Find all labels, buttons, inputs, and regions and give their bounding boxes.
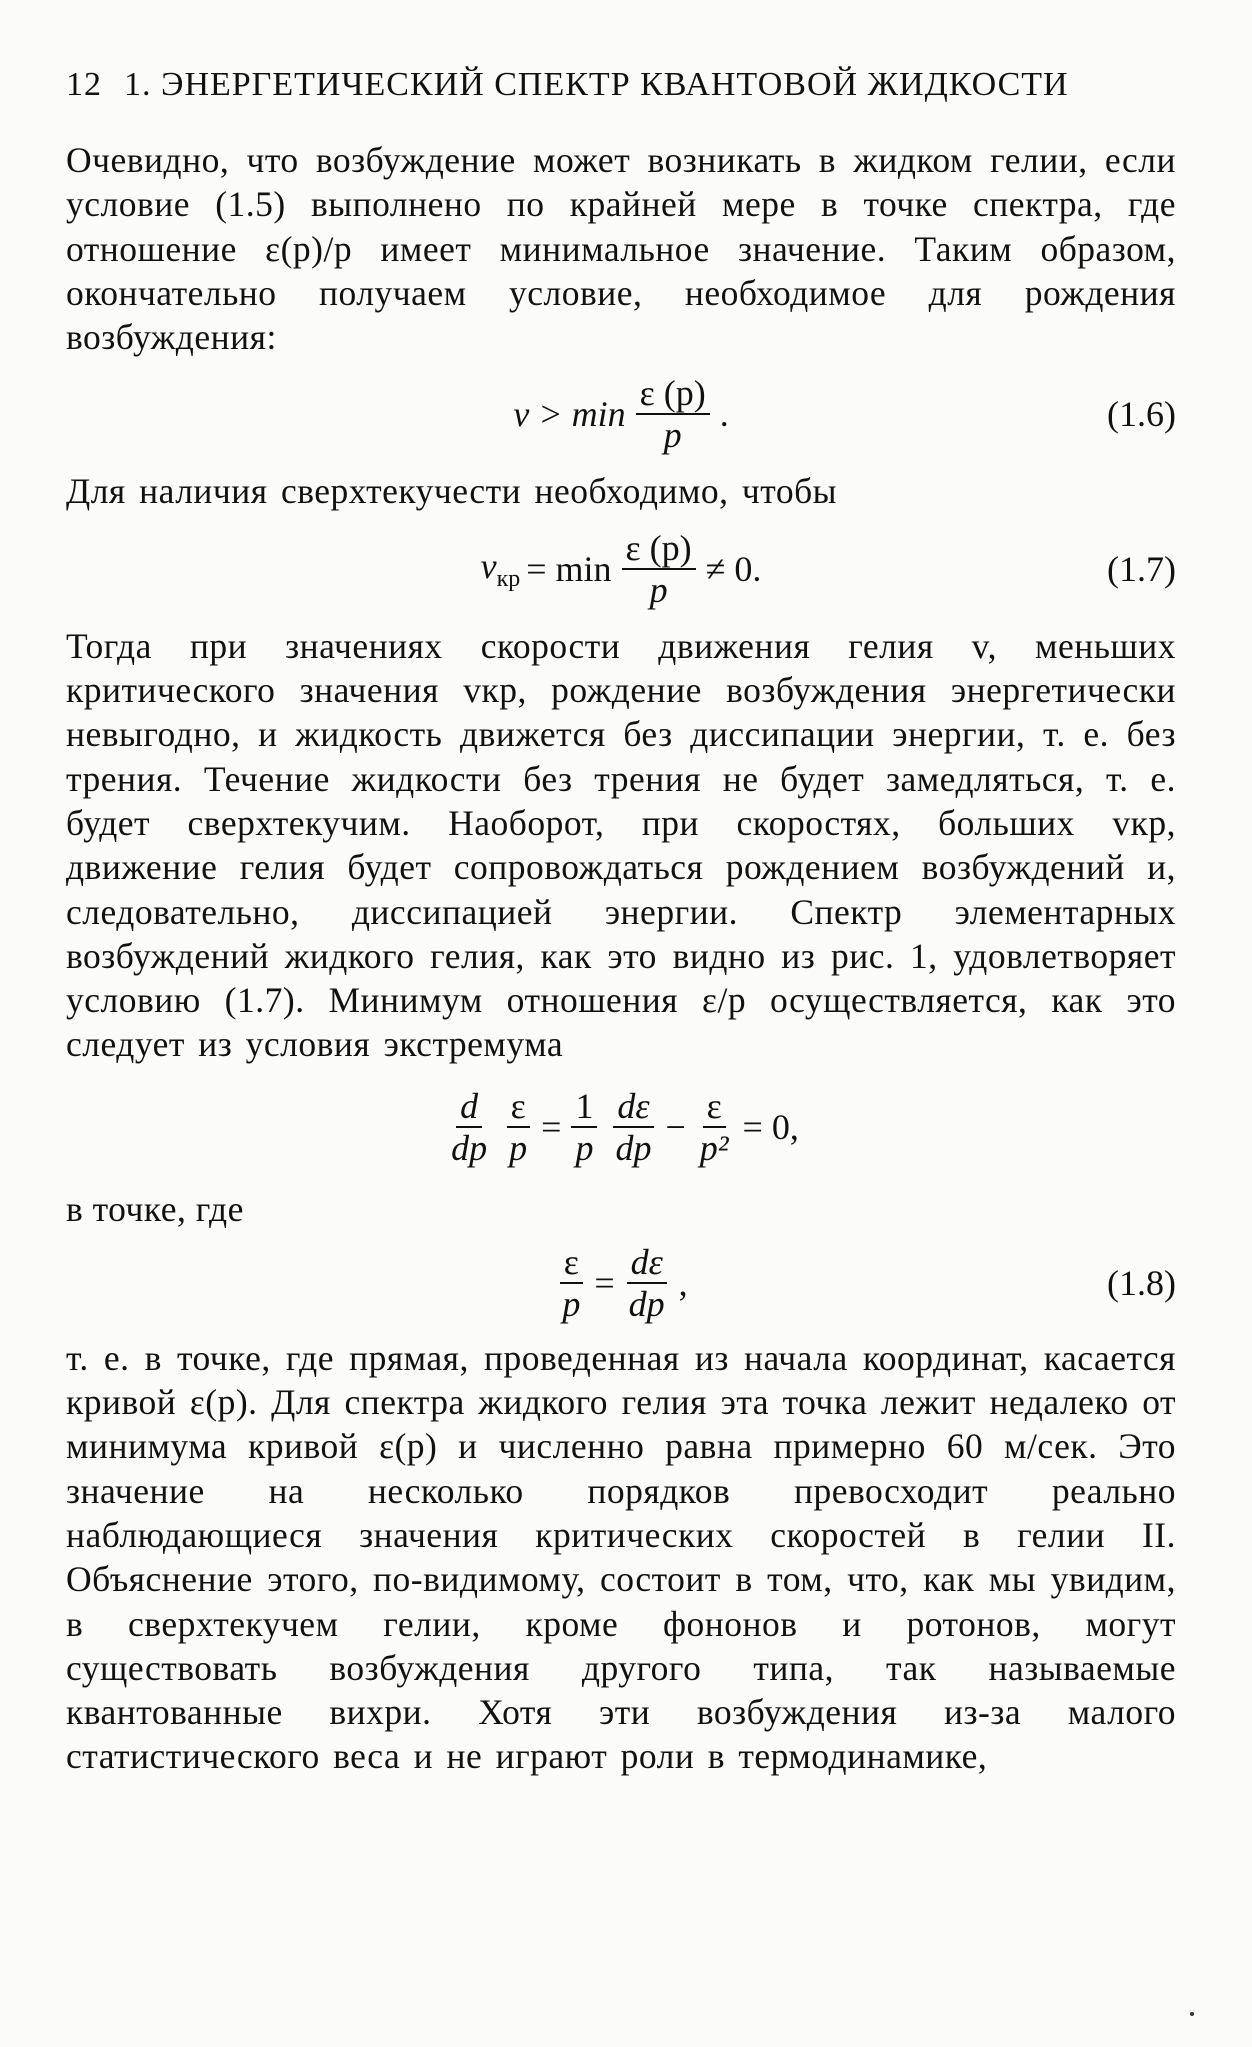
eq16-numerator: ε (p) [636,373,710,415]
eq18-frac-1 [558,1242,584,1324]
ext-frac-3 [571,1086,597,1168]
ext-frac-3-den: p [575,1127,594,1168]
page [66,50,1176,1779]
eq18-equals: = [594,1263,615,1304]
paragraph-3: Тогда при значениях скорости движения гелия v, меньших критического значения vкр, рождение возбуждения энергетически невыгодно, и жидкость движется без диссипации энергии, т. е. без трения. Течение жидкости без трения не будет замедляться, т. е. будет сверхтекучим. Наоборот, при скоростях, больших vкр, движение гелия будет сопровождаться рождением возбуждений и, следовательно, диссипацией энергии. Спектр элементарных возбуждений жидкого гелия, как это видно из рис. 1, удовлетворяет условию (1.7). Минимум отношения ε/p осуществляется, как это следует из условия экстремума [66,625,1176,1065]
ext-frac-5-den: p² [699,1127,729,1168]
equation-1-7 [66,514,1176,624]
ext-frac-2-den: p [509,1127,528,1168]
paragraph-1: Очевидно, что возбуждение может возникать в жидком гелии, если условие (1.5) выполнено по крайней мере в точке спектра, где отношение ε(p)/p имеет минимальное значение. Таким образом, окончательно получаем условие, необходимое для рождения возбуждения: [66,140,1176,358]
eq17-label: (1.7) [1107,548,1176,589]
eq17-tail: ≠ 0. [705,548,762,589]
paragraph-2: Для наличия сверхтекучести необходимо, чтобы [66,471,837,512]
eq17-denominator: p [649,569,668,610]
scan-speck [1190,2012,1194,2016]
eq17-fraction [622,528,696,610]
chapter-title: 1. ЭНЕРГЕТИЧЕСКИЙ СПЕКТР КВАНТОВОЙ ЖИДКОСТИ [124,66,1069,103]
ext-frac-1-num: d [456,1086,482,1128]
eq16-fraction [636,373,710,455]
ext-frac-4-num: dε [613,1086,653,1128]
ext-frac-2-num: ε [507,1086,530,1128]
eq16-tail: . [719,394,729,435]
equation-1-6 [66,359,1176,469]
eq18-frac-1-num: ε [560,1242,583,1284]
ext-minus: − [665,1106,686,1147]
eq17-numerator: ε (p) [622,528,696,570]
ext-frac-4-den: dp [615,1127,652,1168]
paragraph-5: т. е. в точке, где прямая, проведенная из начала координат, касается кривой ε(p). Для спектра жидкого гелия эта точка лежит недалеко от минимума кривой ε(p) и численно равна примерно 60 м/сек. Это значение на несколько порядков превосходит реально наблюдающиеся значения критических скоростей в гелии II. Объяснение этого, по-видимому, состоит в том, что, как мы увидим, в сверхтекучем гелии, кроме фононов и ротонов, могут существовать возбуждения другого типа, так называемые квантованные вихри. Хотя эти возбуждения из-за малого статистического веса и не играют роли в термодинамике, [66,1337,1176,1777]
equation-extremum [66,1067,1176,1187]
eq18-frac-2-num: dε [627,1242,667,1284]
ext-frac-1 [447,1086,491,1168]
eq18-frac-1-den: p [562,1284,581,1325]
eq16-denominator: p [663,415,682,456]
eq18-label: (1.8) [1107,1263,1176,1304]
equation-1-8 [66,1231,1176,1336]
paragraph-4: в точке, где [66,1188,244,1229]
ext-tail: = 0, [742,1106,799,1147]
ext-frac-5 [696,1086,733,1168]
eq18-frac-2-den: dp [628,1284,665,1325]
ext-frac-3-num: 1 [571,1086,597,1128]
eq18-tail: , [678,1263,688,1304]
eq17-subscript: кр [496,565,521,592]
eq17-equals: = min [526,548,612,589]
eq17-lhs: v [480,545,497,586]
ext-frac-5-num: ε [703,1086,726,1128]
ext-frac-2 [505,1086,531,1168]
ext-equals: = [541,1106,562,1147]
eq16-label: (1.6) [1107,394,1176,435]
page-number: 12 [66,66,102,103]
eq16-lhs: v > min [513,394,626,435]
ext-frac-4 [611,1086,655,1168]
running-header [66,50,1176,120]
eq18-frac-2 [625,1242,669,1324]
ext-frac-1-den: dp [451,1127,488,1168]
